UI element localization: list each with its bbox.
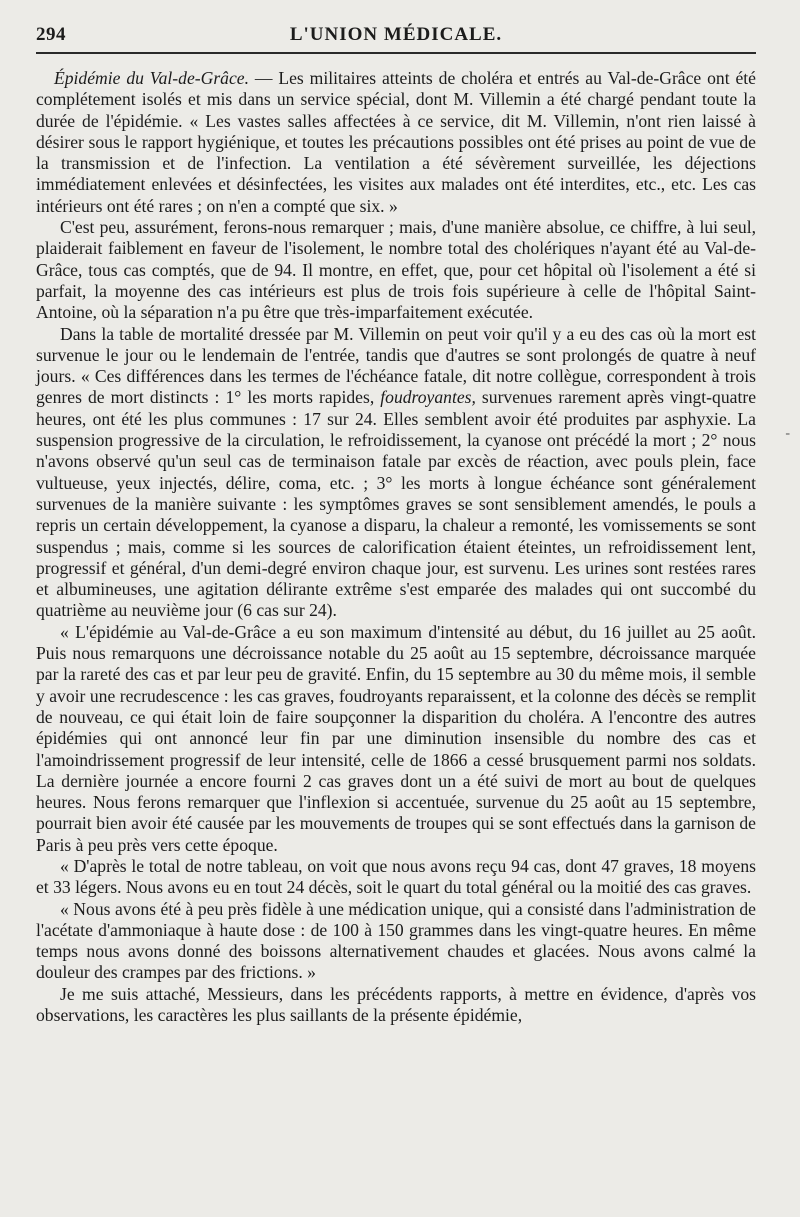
paragraph (36, 856, 756, 899)
paragraph (36, 622, 756, 856)
paragraph (36, 899, 756, 984)
paragraph-text: « L'épidémie au Val-de-Grâce a eu son maximum d'intensité au début, du 16 juillet au 25 août. Puis nous remarquons une décroissance notable du 25 août au 15 septembre, décroissance marquée par la rareté des cas et par leur peu de gravité. Enfin, du 15 septembre au 30 du même mois, il semble y avoir une recrudescence : les cas graves, foudroyants reparaissent, et la colonne des décès se remplit de nouveau, ce qui était loin de faire soupçonner la disparition du choléra. A l'encontre des autres épidémies qui ont annoncé leur fin par une diminution insensible du nombre des cas et l'amoindrissement progressif de leur intensité, celle de 1866 a cessé brusquement parmi nos soldats. La dernière journée a encore fourni 2 cas graves dont un a été suivi de mort au bout de quelques heures. Nous ferons remarquer que l'inflexion si accentuée, survenue du 25 août au 15 septembre, pourrait bien avoir été causée par les mouvements de troupes qui se sont effectués dans la garnison de Paris à peu près vers cette époque. (36, 621, 756, 855)
paragraph (36, 217, 756, 323)
page-header (36, 18, 756, 54)
paragraph-text: Dans la table de mortalité dressée par M. Villemin on peut voir qu'il y a eu des cas où la mort est survenue le jour ou le lendemain de l'entrée, tandis que d'autres se sont prolongés de quatre à neuf jours. « Ces différences dans les termes de l'échéance fatale, dit notre collègue, correspondent à trois genres de mort distincts : 1° les morts rapides, (36, 323, 756, 408)
paragraph (36, 68, 756, 217)
paragraph-text: — Les militaires atteints de choléra et entrés au Val-de-Grâce ont été complétement isolés et mis dans un service spécial, dont M. Villemin a été chargé pendant toute la durée de l'épidémie. « Les vastes salles affectées à ce service, dit M. Villemin, n'ont rien laissé à désirer sous le rapport hygiénique, et toutes les précautions possibles ont été prises au point de vue de la transmission et de l'infection. La ventilation a été sévèrement surveillée, les déjections immédiatement enlevées et désinfectées, les visites aux malades ont été interdites, etc., etc. Les cas intérieurs ont été rares ; on n'en a compté que six. » (36, 68, 756, 216)
paragraph (36, 324, 756, 622)
paragraph-text: survenues rarement après vingt-quatre heures, ont été les plus communes : 17 sur 24. Elles semblent avoir été produites par asphyxie. La suspension progressive de la circulation, le refroidissement, la cyanose ont précédé la mort ; 2° nous n'avons observé qu'un seul cas de terminaison fatale par excès de réaction, avec pouls plein, face vultueuse, yeux injectés, délire, coma, etc. ; 3° les morts à longue échéance sont généralement survenues de la manière suivante : les symptômes graves se sont sensiblement amendés, le pouls a repris un certain développement, la cyanose a disparu, la chaleur a remonté, les vomissements se sont suspendus ; mais, comme si les sources de calorification étaient éteintes, un refroidissement lent, progressif et général, d'un demi-degré environ chaque jour, est survenu. Les urines sont restées rares et albumineuses, une agitation délirante extrême s'est emparée des malades qui ont succombé du quatrième au neuvième jour (6 cas sur 24). (36, 387, 757, 621)
margin-mark: - (785, 426, 790, 441)
paragraph (36, 984, 756, 1027)
section-lead-title: Épidémie du Val-de-Grâce. (54, 68, 249, 88)
page-number: 294 (36, 24, 66, 45)
italic-term: foudroyantes, (380, 387, 476, 408)
paragraph-text: « D'après le total de notre tableau, on voit que nous avons reçu 94 cas, dont 47 graves, 18 moyens et 33 légers. Nous avons eu en tout 24 décès, soit le quart du total général ou la moitié des cas graves. (36, 855, 756, 898)
paragraph-text: C'est peu, assurément, ferons-nous remarquer ; mais, d'une manière absolue, ce chiffre, à lui seul, plaiderait faiblement en faveur de l'isolement, le nombre total des cholériques n'ayant été au Val-de-Grâce, tous cas comptés, que de 94. Il montre, en effet, que, pour cet hôpital où l'isolement a été si parfait, la moyenne des cas intérieurs est plus de trois fois supérieure à celle de l'hôpital Saint-Antoine, où la séparation n'a pu être que très-imparfaitement exécutée. (36, 217, 756, 323)
paragraph-text: « Nous avons été à peu près fidèle à une médication unique, qui a consisté dans l'administration de l'acétate d'ammoniaque à haute dose : de 100 à 150 grammes dans les vingt-quatre heures. En même temps nous avons donné des boissons alternativement chaudes et glacées. Nous avons calmé la douleur des crampes par des frictions. » (36, 898, 756, 983)
article-body (36, 68, 756, 1026)
paragraph-text: Je me suis attaché, Messieurs, dans les précédents rapports, à mettre en évidence, d'après vos observations, les caractères les plus saillants de la présente épidémie, (36, 983, 756, 1026)
running-head: L'UNION MÉDICALE. (289, 24, 503, 45)
